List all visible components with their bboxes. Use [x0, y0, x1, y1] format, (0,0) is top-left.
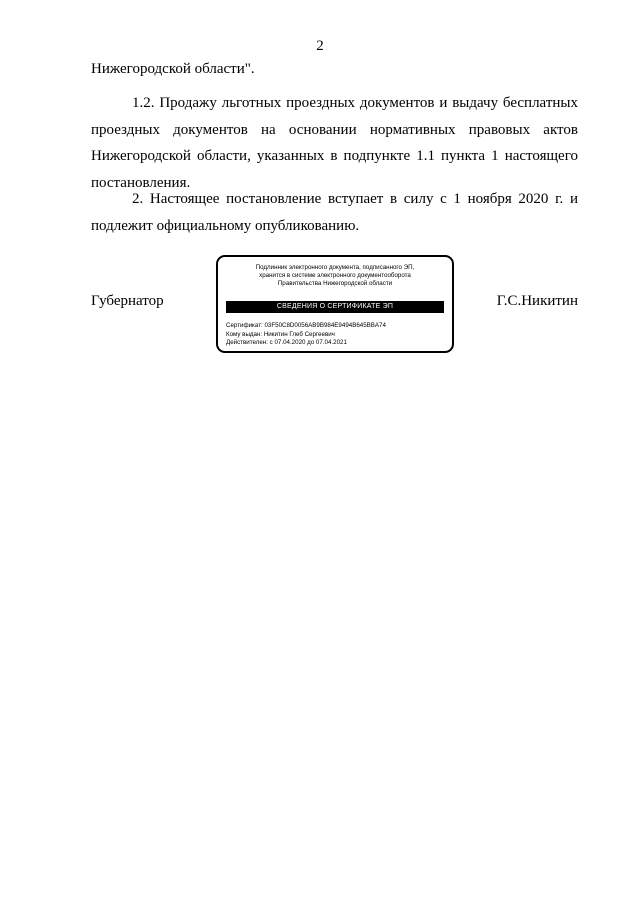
- electronic-signature-stamp: [216, 255, 454, 353]
- stamp-certificate-number: Сертификат: 03F50C8D0056AB9B984E9494B645BBA74: [226, 322, 386, 329]
- paragraph-text: 2. Настоящее постановление вступает в силу с 1 ноября 2020 г. и подлежит официальному опубликованию.: [91, 191, 578, 234]
- page-number: 2: [316, 38, 324, 54]
- paragraph-text: Нижегородской области".: [91, 61, 255, 77]
- stamp-header-line: Правительства Нижегородской области: [277, 280, 393, 287]
- paragraph-continuation: [91, 56, 578, 83]
- stamp-certificate-bar: СВЕДЕНИЯ О СЕРТИФИКАТЕ ЭП: [226, 301, 444, 313]
- signer-title: Губернатор: [91, 293, 164, 309]
- stamp-validity: Действителен: с 07.04.2020 до 07.04.2021: [226, 339, 347, 346]
- stamp-header-line: Подлинник электронного документа, подписанного ЭП,: [255, 264, 415, 271]
- signer-name: Г.С.Никитин: [496, 293, 578, 309]
- paragraph-1-2: [91, 90, 578, 196]
- stamp-header-line: хранится в системе электронного документооборота: [259, 272, 411, 279]
- stamp-issued-to: Кому выдан: Никитин Глеб Сергеевич: [226, 330, 335, 338]
- paragraph-2: [91, 186, 578, 239]
- paragraph-text: 1.2. Продажу льготных проездных документов и выдачу бесплатных проездных документов на основании нормативных правовых актов Нижегородской области, указанных в подпункте 1.1 пункта 1 настоящего постановления.: [91, 95, 578, 191]
- stamp-header: [218, 264, 452, 288]
- stamp-details: [226, 322, 386, 348]
